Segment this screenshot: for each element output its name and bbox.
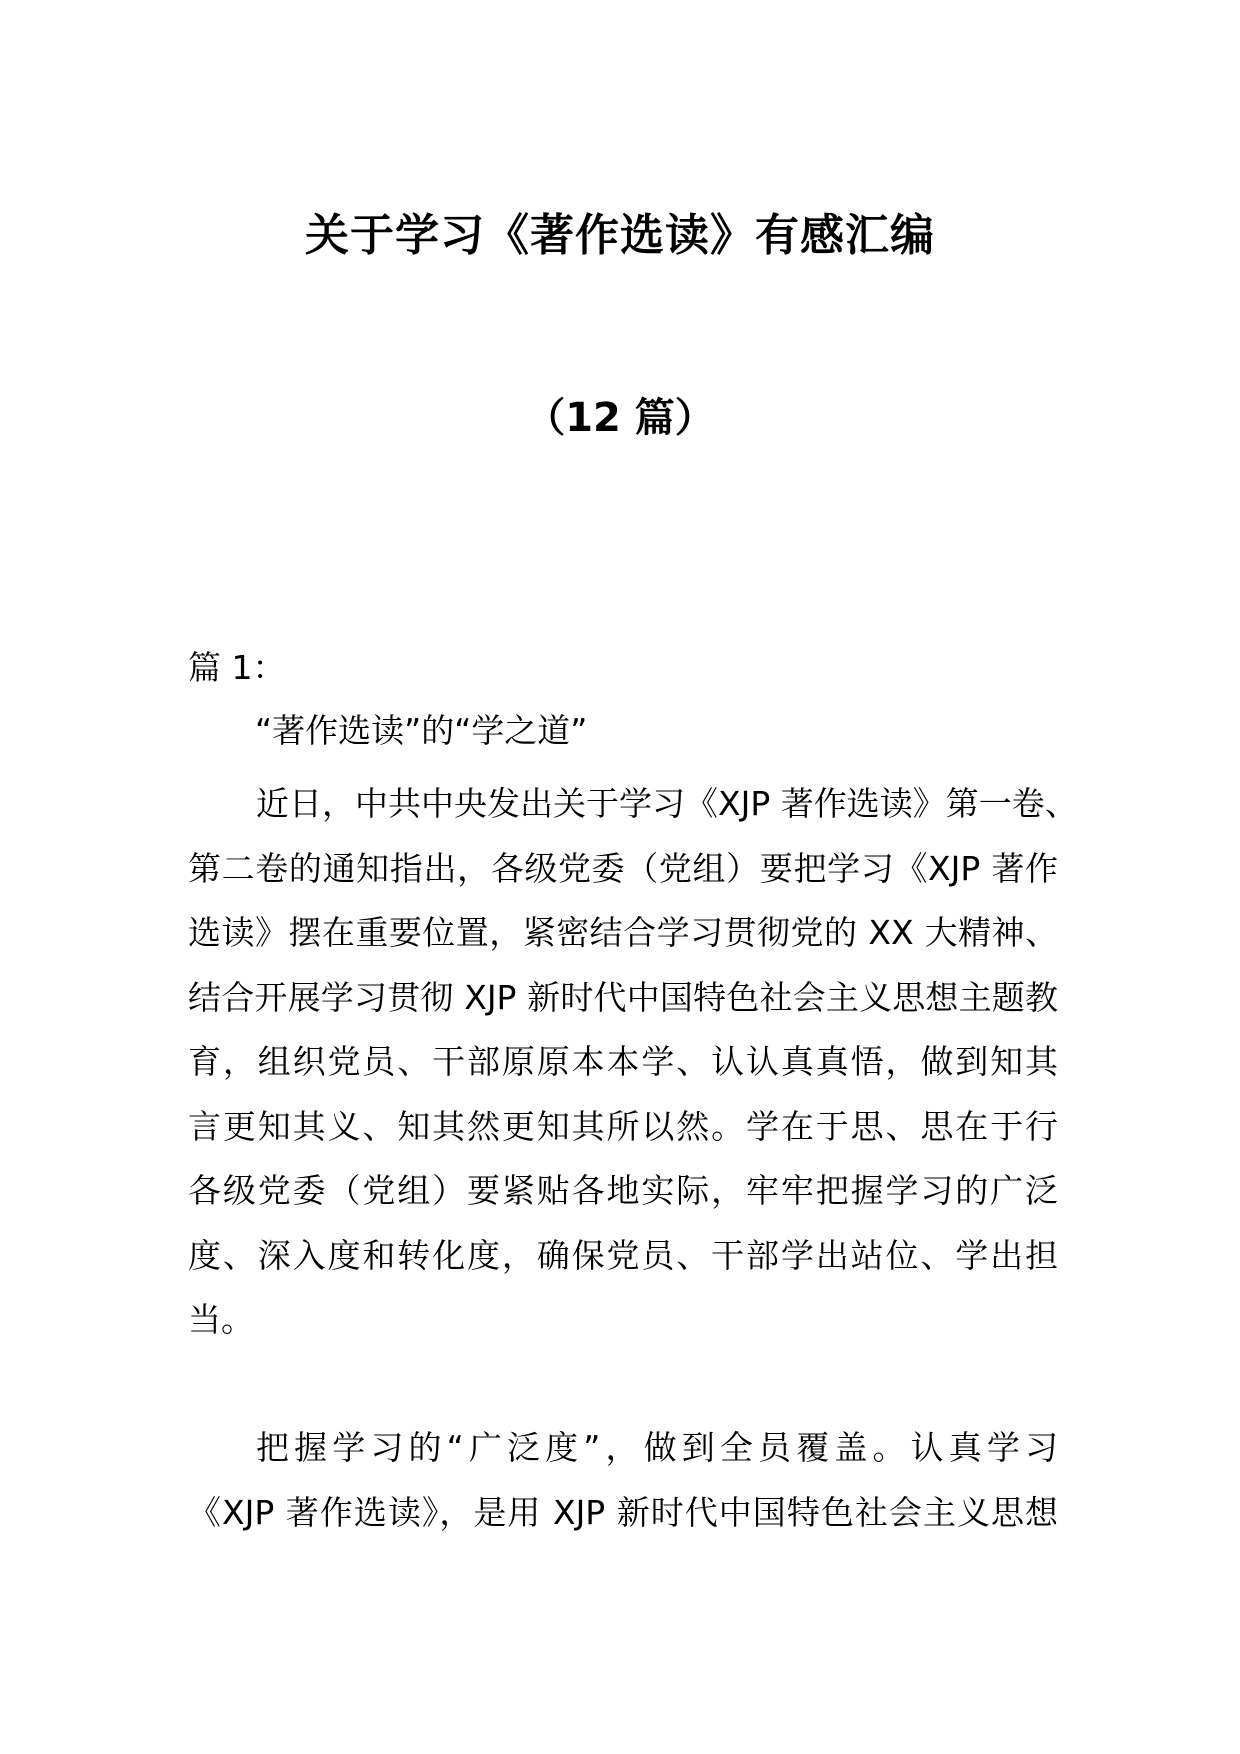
article-title: “著作选读”的“学之道” [255,711,588,750]
paragraph-line: 当。 [188,1300,254,1339]
paragraph-line: 选读》摆在重要位置，紧密结合学习贯彻党的 XX 大精神、 [188,913,1058,952]
paragraph-line: 第二卷的通知指出，各级党委（党组）要把学习《XJP 著作 [188,848,1058,888]
paragraph-line: 言更知其义、知其然更知其所以然。学在于思、思在于行 [188,1106,1058,1146]
paragraph-line: 育，组织党员、干部原原本本学、认认真真悟，做到知其 [188,1042,1058,1081]
body-paragraph [188,772,1078,1353]
section-label: 篇 1： [188,648,286,687]
paragraph-line: 《XJP 著作选读》，是用 XJP 新时代中国特色社会主义思想 [188,1492,1058,1532]
paragraph-line: 度、深入度和转化度，确保党员、干部学出站位、学出担 [188,1235,1058,1275]
paragraph-line: 各级党委（党组）要紧贴各地实际，牢牢把握学习的广泛 [188,1171,1058,1210]
body-paragraph [188,1416,1058,1545]
paragraph-line: 近日，中共中央发出关于学习《XJP 著作选读》第一卷、 [256,784,1078,823]
document-title: 关于学习《著作选读》有感汇编 [305,210,935,261]
paragraph-line: 把握学习的“广泛度”，做到全员覆盖。认真学习 [256,1428,1058,1467]
paragraph-line: 结合开展学习贯彻 XJP 新时代中国特色社会主义思想主题教 [188,977,1058,1017]
document-subtitle: （12 篇） [525,395,715,441]
